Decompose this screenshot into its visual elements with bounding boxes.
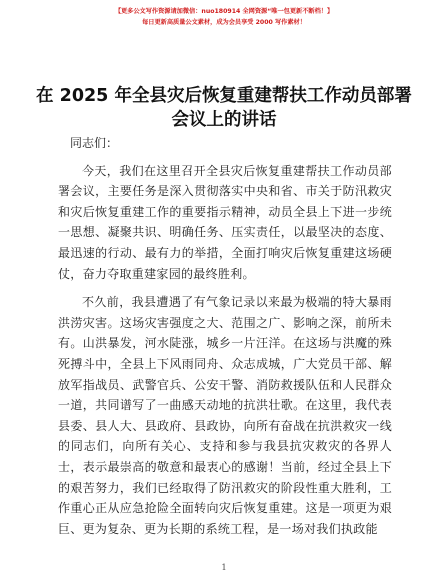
title-line-1: 在 2025 年全县灾后恢复重建帮扶工作动员部署 (36, 86, 412, 106)
document-title (30, 84, 418, 132)
paragraph-2: 不久前，我县遭遇了有气象记录以来最为极端的特大暴雨洪涝灾害。这场灾害强度之大、范围之广、影响之深，前所未有。山洪暴发，河水陡涨，城乡一片汪洋。在这场与洪魔的殊死搏斗中，全县上下风雨同舟、众志成城，广大党员干部、解放军指战员、武警官兵、公安干警、消防救援队伍和人民群众一道，共同谱写了一曲感天动地的抗洪壮歌。在这里，我代表县委、县人大、县政府、县政协，向所有奋战在抗洪救灾一线的同志们，向所有关心、支持和参与我县抗灾救灾的各界人士，表示最崇高的敬意和最衷心的感谢！当前，经过全县上下的艰苦努力，我们已经取得了防汛救灾的阶段性重大胜利，工作重心正从应急抢险全面转向灾后恢复重建。这是一项更为艰巨、更为复杂、更为长期的系统工程，是一场对我们执政能 (58, 295, 392, 536)
banner-line-1: 【更多公文写作资源请加微信：nuo180914 全网资源“唯一包更新不断档！】 (114, 8, 334, 15)
title-line-2: 会议上的讲话 (171, 110, 277, 130)
page-number: 1 (221, 563, 227, 572)
paragraph-1: 今天，我们在这里召开全县灾后恢复重建帮扶工作动员部署会议，主要任务是深入贯彻落实中央和省、市关于防汛救灾和灾后恢复重建工作的重要指示精神，动员全县上下进一步统一思想、凝聚共识、明确任务、压实责任，以最坚决的态度、最迅速的行动、最有力的举措，全面打响灾后恢复重建这场硬仗，奋力夺取重建家园的最终胜利。 (58, 163, 392, 281)
banner-line-2: 每日更新高质量公文素材，成为会员享受 2000 写作素材！ (142, 19, 306, 26)
promo-banner (0, 6, 448, 28)
salutation: 同志们： (70, 136, 119, 150)
document-body (58, 133, 392, 547)
